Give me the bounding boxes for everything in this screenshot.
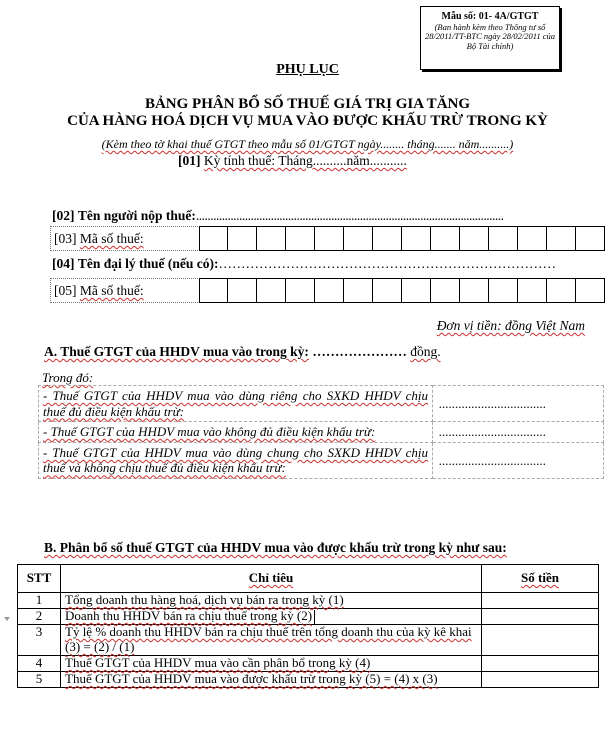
agent-taxcode-digit[interactable]	[460, 278, 489, 303]
taxcode-digit[interactable]	[489, 226, 518, 251]
section-a-row-value[interactable]: .................................	[433, 386, 604, 422]
agent-taxcode-digit[interactable]	[228, 278, 257, 303]
agent-taxcode-label-box: [05] Mã số thuế:	[50, 278, 200, 303]
appendix-heading: PHỤ LỤC	[276, 62, 339, 77]
header-chi-tieu: Chỉ tiêu	[61, 565, 482, 593]
taxcode-label-box: [03] Mã số thuế:	[50, 226, 200, 251]
section-a-row-value[interactable]: .................................	[433, 442, 604, 478]
table-row: 4 Thuế GTGT của HHDV mua vào cần phân bổ trong kỳ (4)	[18, 655, 599, 671]
agent-name-dots: …………………………………………………………………	[218, 256, 557, 271]
currency-unit: Đơn vị tiền: đồng Việt Nam	[436, 318, 585, 333]
taxcode-digit[interactable]	[431, 226, 460, 251]
taxcode-digit[interactable]	[373, 226, 402, 251]
header-so-tien: Số tiền	[482, 565, 599, 593]
taxcode-digit[interactable]	[402, 226, 431, 251]
agent-taxcode-digit[interactable]	[402, 278, 431, 303]
section-a-row-value[interactable]: .................................	[433, 422, 604, 443]
agent-taxcode-digit[interactable]	[286, 278, 315, 303]
taxcode-digit[interactable]	[344, 226, 373, 251]
section-b-table	[17, 564, 599, 688]
agent-taxcode-digit[interactable]	[257, 278, 286, 303]
taxcode-digit[interactable]	[257, 226, 286, 251]
section-a-title[interactable]: A. Thuế GTGT của HHDV mua vào trong kỳ: ………………… đồng.	[44, 344, 441, 359]
trong-do-label: Trong đó:	[42, 370, 94, 385]
table-row: 2 Doanh thu HHDV bán ra chịu thuế trong kỳ (2)	[18, 608, 599, 624]
agent-taxcode-digit[interactable]	[431, 278, 460, 303]
amount-cell[interactable]	[482, 624, 599, 655]
period-code: [01]	[178, 153, 201, 168]
table-row: 5 Thuế GTGT của HHDV mua vào được khấu trừ trong kỳ (5) = (4) x (3)	[18, 671, 599, 687]
taxcode-digit[interactable]	[460, 226, 489, 251]
taxcode-input-grid[interactable]	[199, 226, 605, 251]
taxcode-digit[interactable]	[228, 226, 257, 251]
section-a-row	[39, 442, 604, 478]
amount-cell[interactable]	[482, 593, 599, 609]
document-subtitle: (Kèm theo tờ khai thuế GTGT theo mẫu số 01/GTGT ngày........ tháng....... năm..........)	[101, 137, 514, 151]
taxcode-digit[interactable]	[576, 226, 605, 251]
document-title-line2: CỦA HÀNG HOÁ DỊCH VỤ MUA VÀO ĐƯỢC KHẤU TRỪ TRONG KỲ	[67, 113, 548, 129]
agent-taxcode-digit[interactable]	[518, 278, 547, 303]
taxcode-digit[interactable]	[518, 226, 547, 251]
taxcode-digit[interactable]	[286, 226, 315, 251]
agent-taxcode-digit[interactable]	[199, 278, 228, 303]
agent-name-row[interactable]: [04] Tên đại lý thuế (nếu có):…………………………………………………………………	[52, 256, 557, 271]
agent-taxcode-digit[interactable]	[489, 278, 518, 303]
taxcode-digit[interactable]	[547, 226, 576, 251]
tax-period[interactable]	[178, 153, 407, 169]
section-a-table	[38, 385, 604, 479]
agent-taxcode-digit[interactable]	[344, 278, 373, 303]
agent-taxcode-input-grid[interactable]	[199, 278, 605, 303]
section-a-row-text: - Thuế GTGT của HHDV mua vào dùng chung cho SXKD HHDV chịu thuế và không chịu thuế đủ điều kiện khấu trừ:	[39, 442, 433, 478]
section-a-row	[39, 386, 604, 422]
taxcode-digit[interactable]	[315, 226, 344, 251]
section-a-row	[39, 422, 604, 443]
table-header-row	[18, 565, 599, 593]
section-a-row-text: - Thuế GTGT của HHDV mua vào không đủ điều kiện khấu trừ:	[39, 422, 433, 443]
taxpayer-name-row[interactable]: [02] Tên người nộp thuế:...........................................................................................................	[52, 208, 504, 223]
form-number-box	[420, 6, 560, 70]
form-issuance-note: (Ban hành kèm theo Thông tư số 28/2011/TT-BTC ngày 28/02/2011 của Bộ Tài chính)	[424, 21, 556, 52]
amount-cell[interactable]	[482, 671, 599, 687]
ruler-marker-icon	[4, 617, 10, 621]
form-code: Mẫu số: 01- 4A/GTGT	[441, 11, 539, 22]
section-a-dots: …………………	[312, 344, 407, 359]
agent-taxcode-digit[interactable]	[373, 278, 402, 303]
section-a-row-text: - Thuế GTGT của HHDV mua vào dùng riêng cho SXKD HHDV chịu thuế đủ điều kiện khấu trừ:	[39, 386, 433, 422]
taxpayer-name-label: Tên người nộp thuế:	[77, 208, 196, 223]
agent-name-label: Tên đại lý thuế (nếu có):	[77, 256, 219, 271]
document-title-line1: BẢNG PHÂN BỔ SỐ THUẾ GIÁ TRỊ GIA TĂNG	[144, 96, 471, 112]
table-row: 3 Tỷ lệ % doanh thu HHDV bán ra chịu thuế trên tổng doanh thu của kỳ kê khai (3) = (2) / (1)	[18, 624, 599, 655]
section-b-title: B. Phân bổ số thuế GTGT của HHDV mua vào được khấu trừ trong kỳ như sau:	[44, 540, 507, 555]
period-text: Kỳ tính thuế: Tháng..........năm...........	[203, 153, 407, 168]
amount-cell[interactable]	[482, 655, 599, 671]
agent-taxcode-digit[interactable]	[576, 278, 605, 303]
header-stt: STT	[18, 565, 61, 593]
agent-taxcode-digit[interactable]	[547, 278, 576, 303]
taxpayer-name-dots: ...........................................................................................................	[195, 208, 504, 223]
taxcode-digit[interactable]	[199, 226, 228, 251]
text-cursor	[314, 610, 315, 624]
amount-cell[interactable]	[482, 608, 599, 624]
table-row: 1 Tổng doanh thu hàng hoá, dịch vụ bán ra trong kỳ (1)	[18, 593, 599, 609]
agent-taxcode-digit[interactable]	[315, 278, 344, 303]
